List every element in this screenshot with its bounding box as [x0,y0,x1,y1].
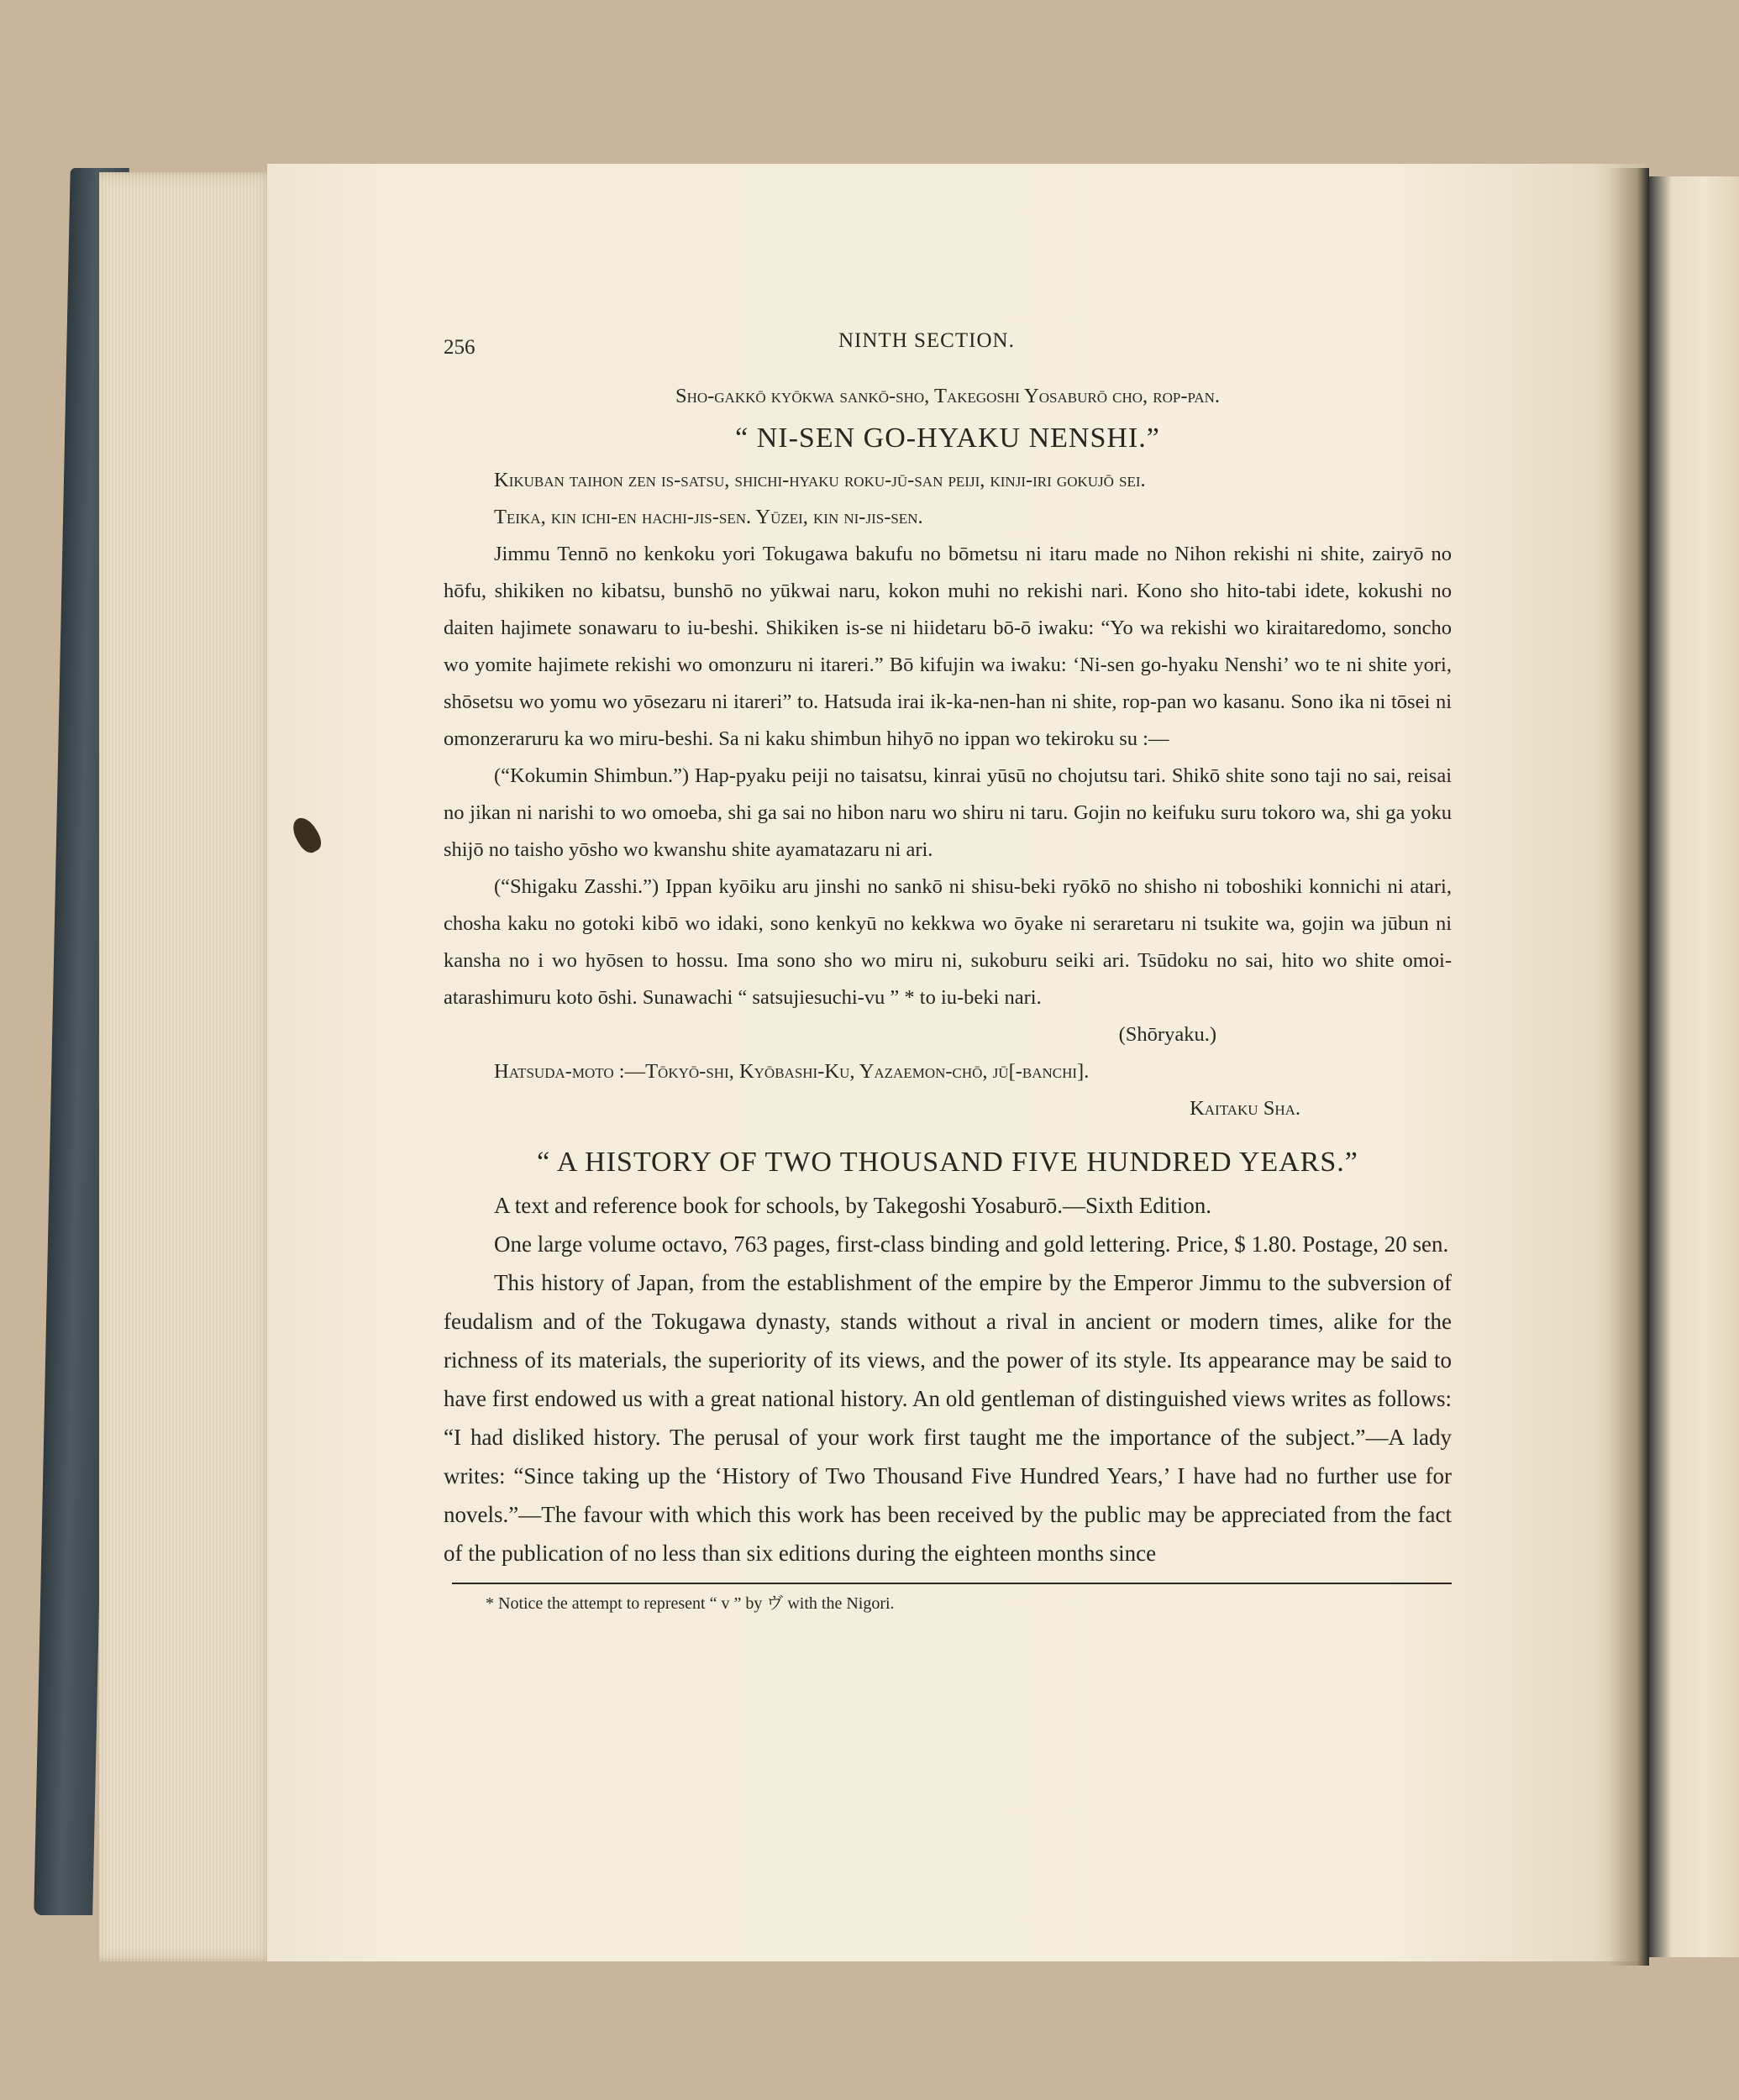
book-gutter [1609,168,1649,1966]
running-title: NINTH SECTION. [838,329,1015,352]
footnote-rule [452,1583,1452,1584]
page-edges [99,172,276,1961]
format-line: Kikuban taihon zen is-satsu, shichi-hyaku roku-jū-san peiji, kinji-iri gokujō sei. [494,469,1146,491]
page-header [444,326,1443,360]
price-line: Teika, kin ichi-en hachi-jis-sen. Yūzei, kin ni-jis-sen. [494,506,923,528]
publisher-address: Hatsuda-moto :—Tōkyō-shi, Kyōbashi-Ku, Yazaemon-chō, jū[-banchi]. [494,1060,1090,1083]
japanese-title: “ NI-SEN GO-HYAKU NENSHI.” [735,423,1160,454]
english-description: This history of Japan, from the establishment of the empire by the Emperor Jimmu to the subversion of feudalism and of the Tokugawa dynasty, stands without a rival in ancient or modern times, alike for the richness of its materials, the superiority of its views, and the power of its style. Its appearance may be said to have first endowed us with a great national history. An old gentleman of distinguished views writes as follows: “I had disliked history. The perusal of your work first taught me the importance of the subject.”—A lady writes: “Since taking up the ‘History of Two Thousand Five Hundred Years,’ I have had no further use for novels.”—The favour with which this work has been received by the public may be appreciated from the fact of the publication of no less than six editions during the eighteen months since [444,1270,1452,1566]
facing-page-edge [1649,176,1739,1957]
english-edition-line: A text and reference book for schools, by Takegoshi Yosaburō.—Sixth Edition. [494,1193,1211,1218]
english-title: “ A HISTORY OF TWO THOUSAND FIVE HUNDRED YEARS.” [537,1147,1358,1178]
description-paragraph: Jimmu Tennō no kenkoku yori Tokugawa bakufu no bōmetsu ni itaru made no Nihon rekishi ni shite, zairyō no hōfu, shikiken no kibatsu, bunshō no yūkwai naru, kokon muhi no rekishi nari. Kono sho hito-tabi idete, kokushi no daiten hajimete sonawaru to iu-beshi. Shikiken is-se ni hiidetaru bō-ō iwaku: “Yo wa rekishi wo kiraitaredomo, sonсho wo yomite hajimete rekishi wo omonzuru ni itareri.” Bō kifujin wa iwaku: ‘Ni-sen go-hyaku Nenshi’ wo te ni shite yori, shōsetsu wo yomu wo yōsezaru ni itareri” to. Hatsuda irai ik-ka-nen-han ni shite, rop-pan wo kasanu. Sono ika ni tōsei ni omonzeraruru ka wo miru-beshi. Sa ni kaku shimbun hihyō no ippan wo tekiroku su :— [444,543,1452,750]
review-kokumin: (“Kokumin Shimbun.”) Hap-pyaku peiji no taisatsu, kinrai yūsū no chojutsu tari. Shikō shite sono taji no sai, reisai no jikan ni narishi to wo omoeba, shi ga sai no hibon naru wo shiru ni taru. Gojin no keifuku suru tokoro wa, shi ga yoku shijō no taisho yōsho wo kwanshu shite ayamatazaru ni ari. [444,764,1452,861]
page-number: 256 [444,336,475,359]
review-shigaku: (“Shigaku Zasshi.”) Ippan kyōiku aru jinshi no sankō ni shisu-beki ryōkō no shisho ni toboshiki konnichi ni atari, chosha kaku no gotoki kibō wo idaki, sono kenkyū no kekkwa wo ōyake ni seraretaru ni tsukite wa, gojin wa jūbun ni kansha no i wo hyōsen to hossu. Ima sono sho wo miru ni, sukoburu seiki ari. Tsūdoku no sai, hito wo shite omoi-atarashimuru koto ōshi. Sunawachi “ satsujiesuchi-vu ” * to iu-beki nari. [444,875,1452,1009]
page-body [444,378,1452,1616]
english-price-line: One large volume octavo, 763 pages, first-class binding and gold lettering. Price, $ 1.80. Postage, 20 sen. [494,1231,1449,1257]
review-source: (Shōryaku.) [1118,1023,1216,1046]
publisher-name: Kaitaku Sha. [1190,1097,1300,1120]
publisher-line: Sho-gakkō kyōkwa sankō-sho, Takegoshi Yosaburō cho, rop-pan. [675,385,1221,407]
footnote: * Notice the attempt to represent “ v ” by ヴ with the Nigori. [486,1594,895,1613]
